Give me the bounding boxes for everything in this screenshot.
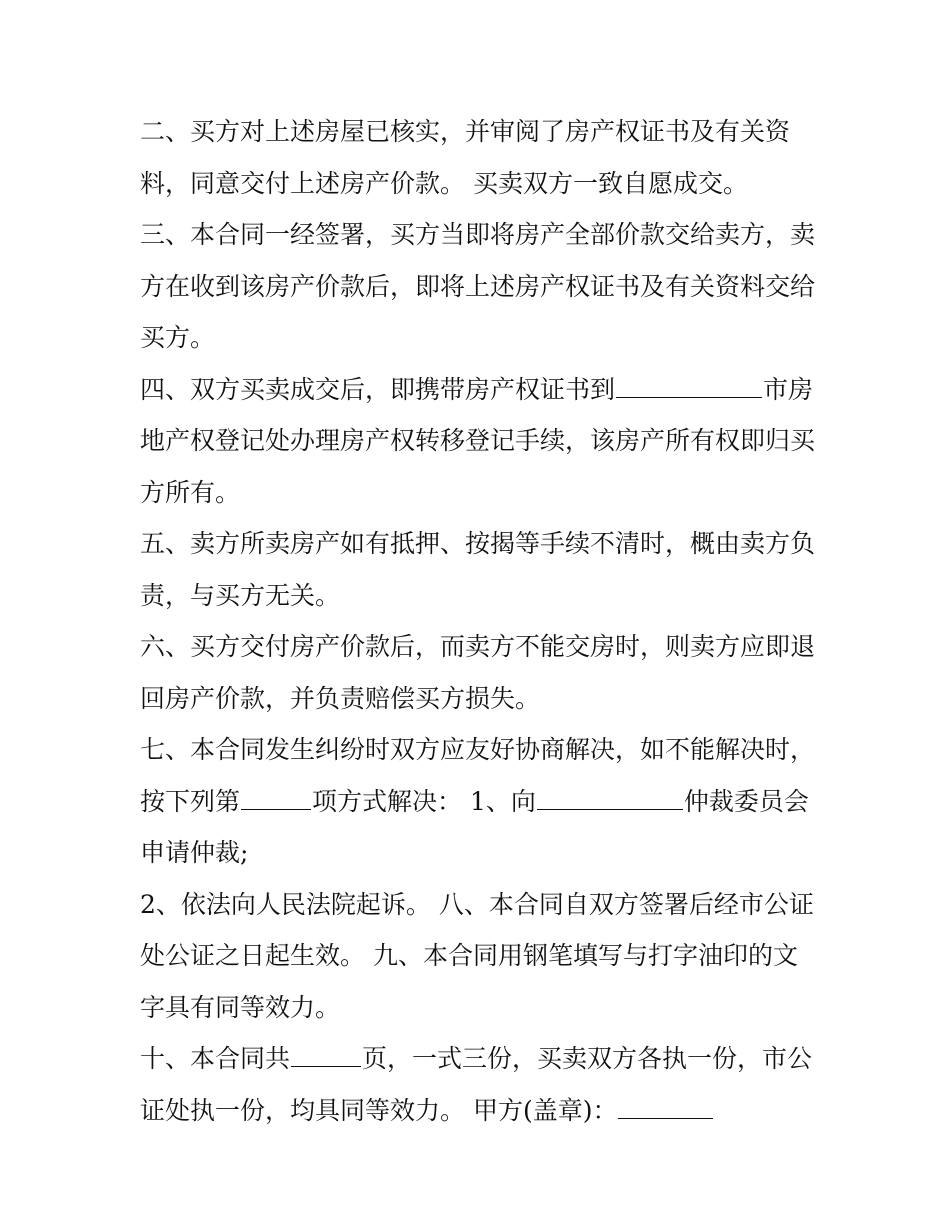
clause-2-line-2: 料，同意交付上述房产价款。 买卖双方一致自愿成交。 xyxy=(140,168,748,198)
party-a-seal-blank xyxy=(618,1094,713,1119)
clause-7-text-c: 仲裁委员会 xyxy=(683,786,809,816)
contract-body xyxy=(140,106,830,1136)
clause-6-line-1: 六、买方交付房产价款后，而卖方不能交房时，则卖方应即退 xyxy=(140,632,816,661)
clause-10-text-b: 页，一式三份，买卖双方各执一份，市公 xyxy=(362,1044,813,1073)
city-blank xyxy=(616,373,762,398)
clause-2-line-1: 二、买方对上述房屋已核实，并审阅了房产权证书及有关资 xyxy=(140,117,791,146)
clause-7-text-b: 项方式解决： 1、向 xyxy=(312,786,536,816)
clause-7-line-2 xyxy=(140,776,830,828)
clause-9-line-1: 处公证之日起生效。 九、本合同用钢笔填写与打字油印的文 xyxy=(140,941,798,970)
arbitration-blank xyxy=(537,785,683,810)
clause-4-text-b: 市房 xyxy=(763,374,814,404)
clause-4-line-2: 地产权登记处办理房产权转移登记手续，该房产所有权即归买 xyxy=(140,426,816,455)
clause-3-line-3: 买方。 xyxy=(140,323,216,352)
clause-4-line-3: 方所有。 xyxy=(140,477,241,507)
clause-10-line-2 xyxy=(140,1085,830,1137)
clause-10-text-a: 十、本合同共 xyxy=(140,1044,291,1073)
clause-3-line-2: 方在收到该房产价款后，即将上述房产权证书及有关资料交给 xyxy=(140,271,816,301)
clause-7-text-a: 按下列第 xyxy=(140,786,241,816)
clause-8-line-1: 2、依法向人民法院起诉。 八、本合同自双方签署后经市公证 xyxy=(140,889,814,919)
method-blank xyxy=(241,785,311,810)
clause-4-line-1 xyxy=(140,364,830,416)
clause-7-line-3: 申请仲裁; xyxy=(140,838,249,867)
clause-4-text-a: 四、双方买卖成交后，即携带房产权证书到 xyxy=(140,374,616,404)
clause-5-line-1: 五、卖方所卖房产如有抵押、按揭等手续不清时，概由卖方负 xyxy=(140,529,816,558)
page-count-blank xyxy=(291,1042,361,1067)
clause-6-line-2: 回房产价款，并负责赔偿买方损失。 xyxy=(140,683,541,713)
clause-7-line-1: 七、本合同发生纠纷时双方应友好协商解决，如不能解决时， xyxy=(140,735,816,764)
clause-5-line-2: 责，与买方无关。 xyxy=(140,580,341,610)
party-a-text: 证处执一份，均具同等效力。 甲方(盖章)： xyxy=(140,1095,618,1125)
clause-3-line-1: 三、本合同一经签署，买方当即将房产全部价款交给卖方，卖 xyxy=(140,220,816,249)
clause-10-line-1 xyxy=(140,1033,830,1085)
clause-9-line-2: 字具有同等效力。 xyxy=(140,992,341,1022)
